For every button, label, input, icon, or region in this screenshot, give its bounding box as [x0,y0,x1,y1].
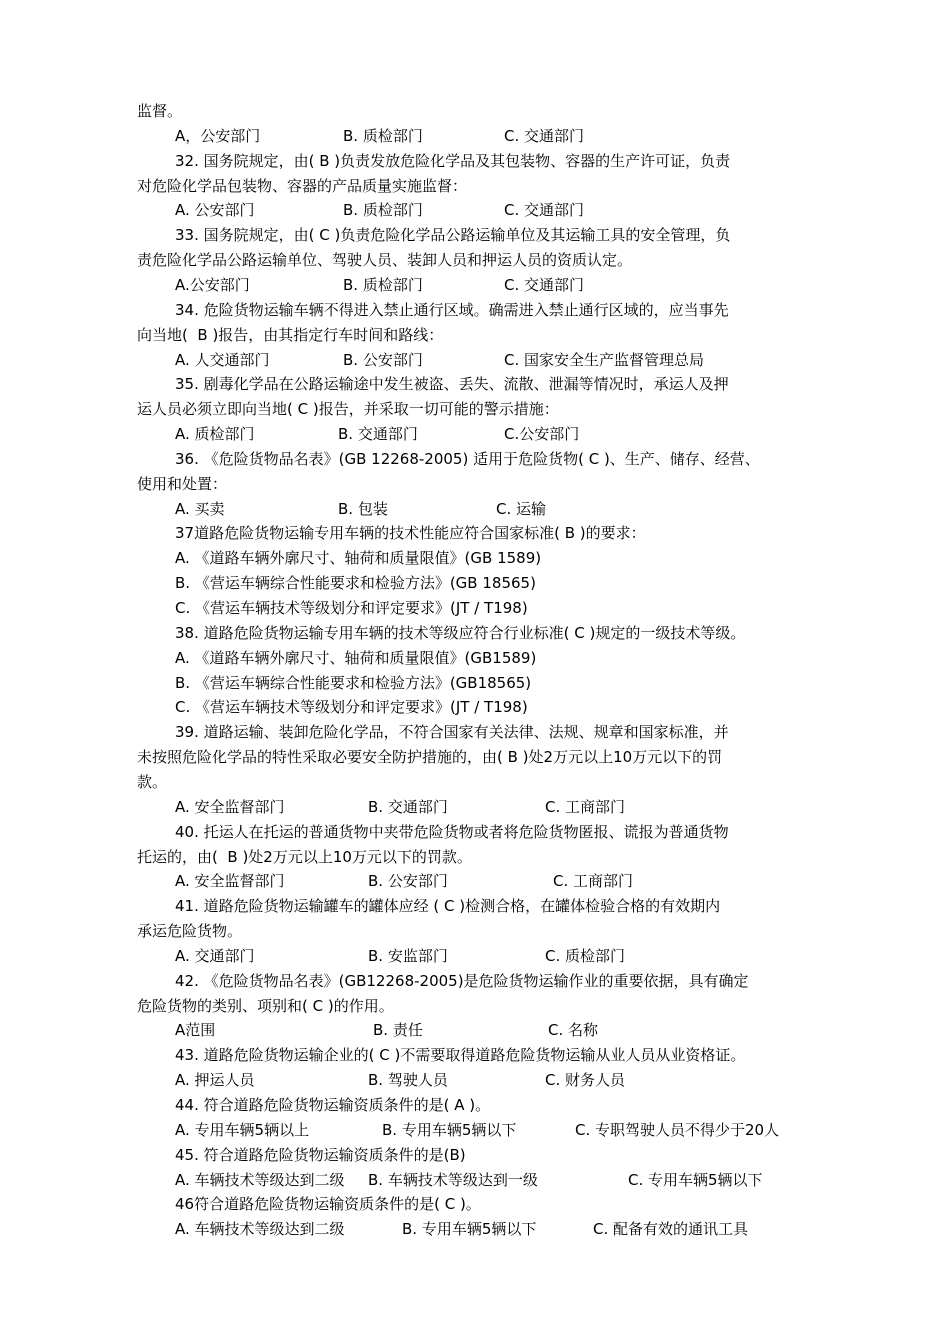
text-line: 41. 道路危险货物运输罐车的罐体应经 ( C )检测合格，在罐体检验合格的有效期内 [175,897,721,916]
answer-option: A. 买卖 [175,499,225,518]
answer-option: C. 交通部门 [504,275,585,294]
text-line: 35. 剧毒化学品在公路运输途中发生被盗、丢失、流散、泄漏等情况时，承运人及押 [175,375,729,394]
text-line: 向当地( B )报告，由其指定行车时间和路线： [137,325,444,344]
answer-option: C. 名称 [548,1021,599,1040]
text-line: 款。 [137,772,168,791]
answer-option: C. 国家安全生产监督管理总局 [504,350,705,369]
text-line: 监督。 [137,102,183,120]
answer-option: B. 质检部门 [343,126,423,145]
answer-option: C. 交通部门 [504,201,585,220]
answer-option: C. 工商部门 [553,872,634,891]
answer-option: C. 专职驾驶人员不得少于20人 [575,1120,780,1139]
answer-option: B. 驾驶人员 [368,1071,448,1090]
answer-option: A. 车辆技术等级达到二级 [175,1170,345,1189]
answer-option: C. 财务人员 [545,1071,626,1090]
answer-option: B. 车辆技术等级达到一级 [368,1170,538,1189]
answer-option: A. 交通部门 [175,946,255,965]
text-line: 46符合道路危险货物运输资质条件的是( C )。 [175,1195,481,1214]
answer-option: A范围 [175,1021,216,1040]
text-line: 36. 《危险货物品名表》(GB 12268-2005) 适用于危险货物( C )、生产、储存、经营、 [175,449,760,468]
answer-option: B. 专用车辆5辆以下 [382,1120,517,1139]
text-line: A. 《道路车辆外廓尺寸、轴荷和质量限值》(GB1589) [175,648,537,667]
answer-option: A. 专用车辆5辆以上 [175,1120,310,1139]
answer-option: C.公安部门 [504,425,580,444]
answer-option: C. 配备有效的通讯工具 [593,1220,749,1239]
answer-option: A. 安全监督部门 [175,872,285,891]
text-line: 45. 符合道路危险货物运输资质条件的是(B) [175,1145,466,1164]
text-line: 37道路危险货物运输专用车辆的技术性能应符合国家标准( B )的要求： [175,524,646,543]
text-line: 使用和处置： [137,474,228,493]
answer-option: A.公安部门 [175,275,250,294]
answer-option: A. 人交通部门 [175,350,270,369]
text-line: 责危险化学品公路运输单位、驾驶人员、装卸人员和押运人员的资质认定。 [137,251,633,270]
text-line: B. 《营运车辆综合性能要求和检验方法》(GB 18565) [175,574,536,593]
text-line: 44. 符合道路危险货物运输资质条件的是( A )。 [175,1096,491,1114]
text-line: A. 《道路车辆外廓尺寸、轴荷和质量限值》(GB 1589) [175,549,542,568]
text-line: B. 《营运车辆综合性能要求和检验方法》(GB18565) [175,673,532,692]
answer-option: C. 工商部门 [545,797,626,816]
answer-option: B. 公安部门 [343,350,423,369]
text-line: 托运的，由( B )处2万元以上10万元以下的罚款。 [137,847,472,866]
answer-option: C. 质检部门 [545,946,626,965]
text-line: 承运危险货物。 [137,922,243,941]
text-line: 34. 危险货物运输车辆不得进入禁止通行区域。确需进入禁止通行区域的，应当事先 [175,300,729,319]
answer-option: A. 质检部门 [175,425,255,444]
text-line: 40. 托运人在托运的普通货物中夹带危险货物或者将危险货物匿报、谎报为普通货物 [175,822,729,841]
text-line: 未按照危险化学品的特性采取必要安全防护措施的，由( B )处2万元以上10万元以下的罚 [137,748,723,767]
answer-option: C. 交通部门 [504,126,585,145]
text-line: C. 《营运车辆技术等级划分和评定要求》(JT / T198) [175,599,528,617]
answer-option: C. 专用车辆5辆以下 [628,1170,763,1189]
text-line: 38. 道路危险货物运输专用车辆的技术等级应符合行业标准( C )规定的一级技术等级。 [175,623,746,642]
answer-option: A，公安部门 [175,126,261,145]
answer-option: B. 公安部门 [368,872,448,891]
answer-option: B. 交通部门 [338,425,418,444]
answer-option: A. 车辆技术等级达到二级 [175,1220,345,1239]
text-line: 43. 道路危险货物运输企业的( C )不需要取得道路危险货物运输从业人员从业资格证。 [175,1046,746,1065]
answer-option: B. 质检部门 [343,275,423,294]
text-line: 32. 国务院规定，由( B )负责发放危险化学品及其包装物、容器的生产许可证，负责 [175,151,731,170]
answer-option: A. 安全监督部门 [175,797,285,816]
answer-option: A. 押运人员 [175,1071,255,1090]
answer-option: B. 安监部门 [368,946,448,965]
text-line: C. 《营运车辆技术等级划分和评定要求》(JT / T198) [175,698,528,717]
answer-option: B. 专用车辆5辆以下 [402,1220,537,1239]
answer-option: A. 公安部门 [175,201,255,220]
text-line: 33. 国务院规定，由( C )负责危险化学品公路运输单位及其运输工具的安全管理，负 [175,226,731,245]
answer-option: B. 交通部门 [368,797,448,816]
answer-option: C. 运输 [496,499,547,518]
text-line: 39. 道路运输、装卸危险化学品，不符合国家有关法律、法规、规章和国家标准，并 [175,723,729,742]
answer-option: B. 质检部门 [343,201,423,220]
text-line: 运人员必须立即向当地( C )报告，并采取一切可能的警示措施： [137,400,559,419]
text-line: 42. 《危险货物品名表》(GB12268-2005)是危险货物运输作业的重要依据，具有确定 [175,971,749,990]
text-line: 危险货物的类别、项别和( C )的作用。 [137,996,394,1015]
answer-option: B. 包装 [338,499,388,518]
text-line: 对危险化学品包装物、容器的产品质量实施监督： [137,176,468,195]
answer-option: B. 责任 [373,1021,423,1040]
